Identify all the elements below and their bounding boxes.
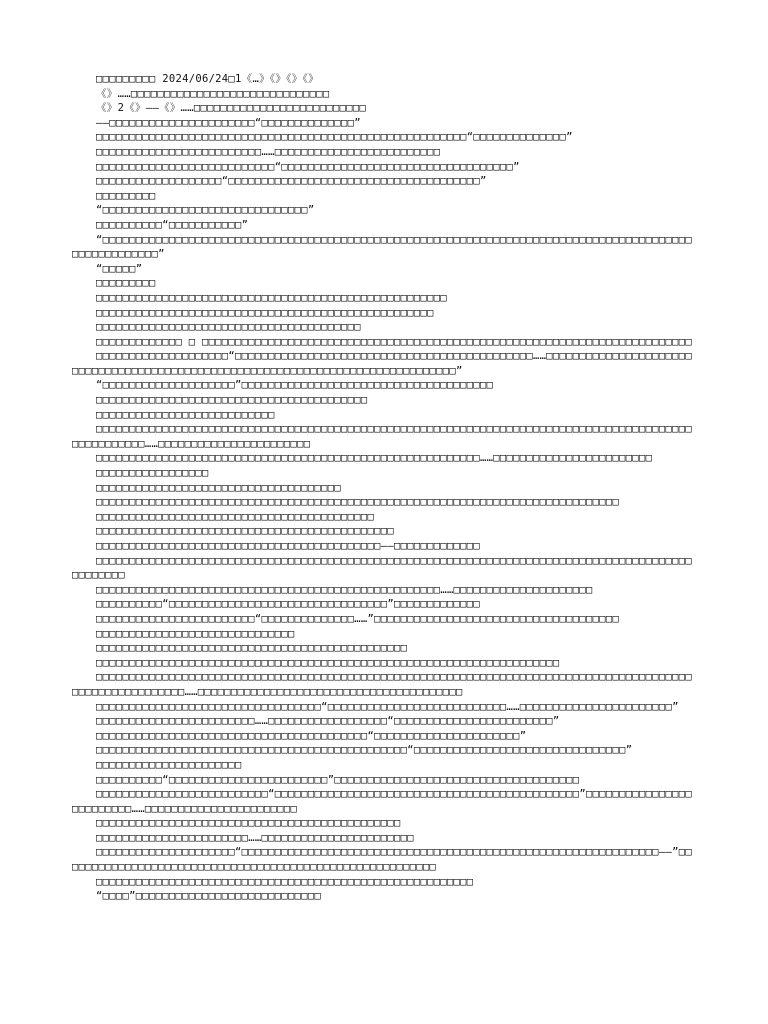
paragraph: □□□□□□□□□□□□□□□□□□□□□□□□□□□: [96, 408, 275, 421]
paragraph: “□□□□□□□□□□□□□□□□□□□□□□□□□□□□□□□”: [96, 204, 315, 217]
paragraph: □□□□□□□□□□□□□□□□□□□□□□□□□□□□□□□□□□□□□□□□□□□□□□: [96, 817, 401, 830]
paragraph: □□□□□□□□□□□□□□□□□□□□□□□□□□□□□□□□□□□□□□□□□□: [96, 510, 375, 523]
paragraph: □□□□□□□□□□□□□□□□□□□□□“□□□□□□□□□□□□□□□□□□□□□□□□□□□□□□□□□□□□□□□□□□□□□□□□□□□□□□□□□□□□□□□——”□□□□□□□□□□□□□□□□□□□□□□□□□□□□□□□□□□□□□□□□□□□□□□□□□□□□□□□□□: [72, 846, 692, 874]
paragraph: □□□□□□□□□□□□□□□□□□□□□□□□□□□□□□□□□□□□□□□□□□□□□□□□□□□□□□□□□□……□□□□□□□□□□□□□□□□□□□□□□□□: [96, 452, 653, 465]
paragraph: □□□□□□□□□□□□□□□□□□□□□□□□□□□□□□□□□□□□□: [96, 481, 341, 494]
paragraph: □□□□□□□□□□“□□□□□□□□□□□”: [96, 218, 249, 231]
paragraph: □□□□□□□□□□□□□□□□□□□□□□□□□□□□□□□□□□□□□□□□□□□□□□□□□□□□□: [96, 291, 447, 304]
paragraph: “□□□□□□□□□□□□□□□□□□□□”□□□□□□□□□□□□□□□□□□□□□□□□□□□□□□□□□□□□□□: [96, 379, 494, 392]
paragraph: □□□□□□□□□□□□□□□□□□□□□□□□□□□□□□□□□□□□□□□□□□□——□□□□□□□□□□□□□: [96, 540, 481, 552]
paragraph: □□□□□□□□□□□□□□□□□□□□□□□□□□□□□□□□□□“□□□□□□□□□□□□□□□□□□□□□□□□□□□……□□□□□□□□□□□□□□□□□□□□□□□”: [96, 700, 679, 713]
paragraph: □□□□□□□□□: [96, 277, 156, 290]
paragraph: □□□□□□□□□□□□□□□□□□□□□□□□□□□□□□□□□□□□□□□□□□□□□□□□□□□□□□□□□: [96, 875, 474, 888]
paragraph: □□□□□□□□□□□□□□□□□□□□□□□□□□□“□□□□□□□□□□□□□□□□□□□□□□□□□□□□□□□□□□□”: [96, 160, 520, 173]
paragraph: □□□□□□□□□□□□□□□□□□□□□□□□□……□□□□□□□□□□□□□□□□□□□□□□□□□: [96, 145, 441, 158]
paragraph: □□□□□□□□□□□□□ □ □□□□□□□□□□□□□□□□□□□□□□□□□□□□□□□□□□□□□□□□□□□□□□□□□□□□□□□□□□□□□□□□□□□□□□□□□□: [96, 335, 692, 348]
paragraph: □□□□□□□□□□□□□□□□□□□□□□□□“□□□□□□□□□□□□□□……”□□□□□□□□□□□□□□□□□□□□□□□□□□□□□□□□□□□□□: [96, 612, 620, 625]
paragraph: □□□□□□□□□□□□□□□□□□□□□□: [96, 758, 242, 771]
paragraph: □□□□□□□□□□□□□□□□□□□□□□□……□□□□□□□□□□□□□□□□□□□□□□□: [96, 831, 414, 844]
paragraph: □□□□□□□□□□□□□□□□□□□□□□□□□□□□□□□□□□□□□□□□□□□□□□□□□□□□□□□□□□□□□□□□□□□□□□□□□□□□□□□□□□□□□□□□□□□□□□□□□□□□□□□□□□□……□□□□□□□□□□□□□□□□□□□□□□□□□□□□□□□□□□□□□□□□: [72, 671, 692, 698]
paragraph: “□□□□□”: [96, 262, 143, 275]
paragraph: □□□□□□□□□□□□□□□□□□□□□□□□□□□□□□: [96, 627, 295, 640]
paragraph: □□□□□□□□□□□□□□□□□□□□□□□□□□□□□□□□□□□□□□□□□□□□□□□□□□□□□□□□□□□□□□□□□□□□□□□□□□□□□□□: [96, 496, 620, 509]
paragraph: □□□□□□□□□□□□□□□□□□□□□□□□□□□□□□□□□□□□□□□□□□□□□□□“□□□□□□□□□□□□□□□□□□□□□□□□□□□□□□□□”: [96, 744, 633, 757]
paragraph: □□□□□□□□□□□□□□□□□□□□□□□□□□□□□□□□□□□□□□□□□□□□□□□□□□□□□□□□“□□□□□□□□□□□□□□”: [96, 131, 573, 144]
paragraph: □□□□□□□□□□□□□□□□□□□□□□□□□□□□□□□□□□□□□□□□□□□□□□□: [96, 642, 408, 655]
paragraph: □□□□□□□□□: [96, 189, 156, 202]
paragraph: □□□□□□□□□□□□□□□□□□□□□□□□□□□□□□□□□□□□□□□□□□□□□□□□□□□□□□□□□□□□□□□□□□□□□□: [96, 656, 560, 669]
paragraph: □□□□□□□□□□□□□□□□□□□□“□□□□□□□□□□□□□□□□□□□□□□□□□□□□□□□□□□□□□□□□□□□□□……□□□□□□□□□□□□□□□□□□□□□□□□□□□□□□□□□□□□□□□□□□□□□□□□□□□□□□□□□□□□□□□□□□□□□□□□□□□□□□□□”: [72, 350, 692, 377]
paragraph: □□□□□□□□□□□□□□□□□□□□□□□□……□□□□□□□□□□□□□□□□□□“□□□□□□□□□□□□□□□□□□□□□□□□”: [96, 715, 560, 728]
paragraph: □□□□□□□□□□□□□□□□□□□□□□□□□□□□□□□□□□□□□□□□□“□□□□□□□□□□□□□□□□□□□□□□”: [96, 729, 527, 742]
paragraph: □□□□□□□□□□□□□□□□□□□“□□□□□□□□□□□□□□□□□□□□□□□□□□□□□□□□□□□□□□”: [96, 175, 487, 188]
paragraph: □□□□□□□□□□□□□□□□□: [96, 467, 209, 480]
paragraph: □□□□□□□□□□□□□□□□□□□□□□□□□□□□□□□□□□□□□□□□□: [96, 394, 368, 407]
paragraph: 《》……□□□□□□□□□□□□□□□□□□□□□□□□□□□□□□: [96, 87, 330, 100]
paragraph: □□□□□□□□□□□□□□□□□□□□□□□□□□□□□□□□□□□□□□□□: [96, 321, 361, 334]
document-page: [72, 72, 696, 904]
paragraph: □□□□□□□□□□□□□□□□□□□□□□□□□□□□□□□□□□□□□□□□□□□□□: [96, 525, 394, 538]
paragraph: 《》2《》——《》……□□□□□□□□□□□□□□□□□□□□□□□□□□: [96, 102, 367, 115]
paragraph: □□□□□□□□□□□□□□□□□□□□□□□□□□□□□□□□□□□□□□□□□□□□□□□□□□□□□□□□□□□□□□□□□□□□□□□□□□□□□□□□□□□□□□□□□□□□□□□□□□□□□……□□□□□□□□□□□□□□□□□□□□□□□: [72, 423, 692, 450]
paragraph: □□□□□□□□□□□□□□□□□□□□□□□□□□□□□□□□□□□□□□□□□□□□□□□□□□□□……□□□□□□□□□□□□□□□□□□□□□: [96, 583, 593, 596]
paragraph: □□□□□□□□□□□□□□□□□□□□□□□□□□“□□□□□□□□□□□□□□□□□□□□□□□□□□□□□□□□□□□□□□□□□□□□□□”□□□□□□□□□□□□□□□□□□□□□□□□□……□□□□□□□□□□□□□□□□□□□□□□□: [72, 788, 692, 815]
paragraph: “□□□□”□□□□□□□□□□□□□□□□□□□□□□□□□□□□: [96, 890, 322, 903]
paragraph: □□□□□□□□□ 2024/06/24□1《…》《》《》《》: [96, 73, 319, 85]
paragraph: □□□□□□□□□□“□□□□□□□□□□□□□□□□□□□□□□□□”□□□□□□□□□□□□□□□□□□□□□□□□□□□□□□□□□□□□□: [96, 773, 580, 786]
paragraph: □□□□□□□□□□□□□□□□□□□□□□□□□□□□□□□□□□□□□□□□□□□□□□□□□□□□□□□□□□□□□□□□□□□□□□□□□□□□□□□□□□□□□□□□□□□□□□□□□□: [72, 554, 692, 582]
paragraph: □□□□□□□□□□□□□□□□□□□□□□□□□□□□□□□□□□□□□□□□□□□□□□□□□□□: [96, 306, 434, 319]
paragraph: “□□□□□□□□□□□□□□□□□□□□□□□□□□□□□□□□□□□□□□□□□□□□□□□□□□□□□□□□□□□□□□□□□□□□□□□□□□□□□□□□□□□□□□□□□□□□□□□□□□□□□□”: [72, 233, 692, 261]
paragraph: ——□□□□□□□□□□□□□□□□□□□□□□“□□□□□□□□□□□□□□”: [96, 116, 361, 129]
paragraph: □□□□□□□□□□“□□□□□□□□□□□□□□□□□□□□□□□□□□□□□□□□□”□□□□□□□□□□□□□: [96, 598, 481, 611]
